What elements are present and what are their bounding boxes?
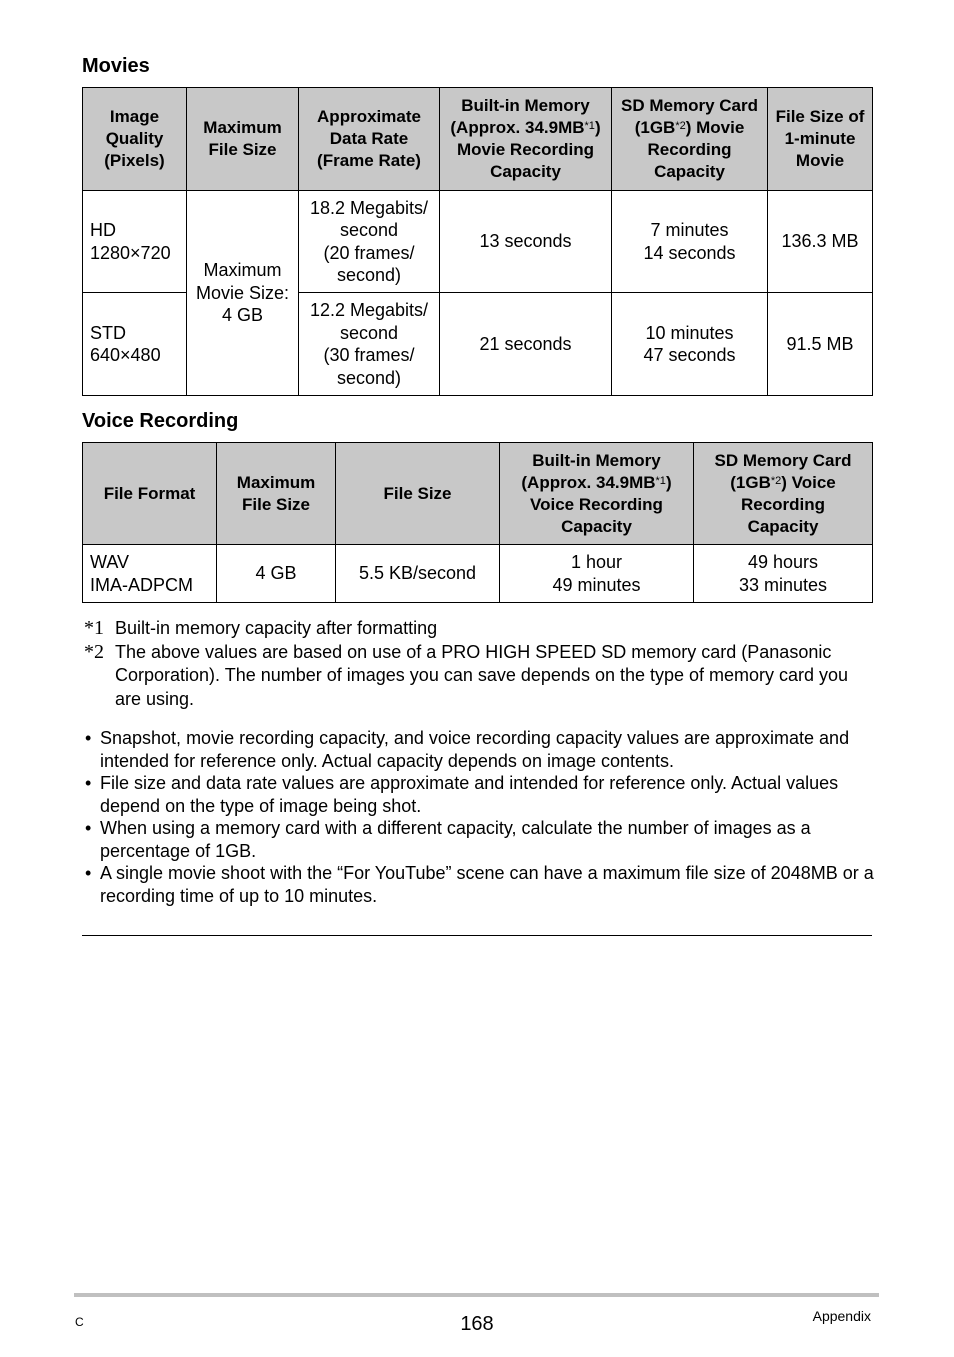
sd-capacity-cell: 10 minutes 47 seconds [612,293,768,396]
footer-bar [74,1293,879,1297]
movies-table [82,87,873,396]
movies-section-title: Movies [82,55,150,77]
movies-header-cell: SD Memory Card (1GB$^{*2}$) Movie Recording Capacity [612,88,768,191]
bullet-icon: • [85,773,92,793]
footnote-item [84,617,874,641]
list-item: • File size and data rate values are approximate and intended for reference only. Actual values depend on the type of image being shot. [85,773,839,816]
page-number: 168 [460,1313,494,1335]
builtin-capacity-cell: 1 hour 49 minutes [500,545,694,603]
data-rate-cell: 12.2 Megabits/ second (30 frames/ second) [299,293,440,396]
footnote-ref: *2 [675,120,686,132]
list-item: • Snapshot, movie recording capacity, and voice recording capacity values are approximate and intended for reference only. Actual capacity depends on image contents. [85,728,850,771]
footnote-text: Built-in memory capacity after formatting [115,618,438,638]
movies-header-cell: Built-in Memory (Approx. 34.9MB$^{*1}$) Movie Recording Capacity [440,88,612,191]
image-quality-cell: STD 640×480 [83,293,187,396]
footnote-ref: *1 [655,474,666,487]
max-file-size-cell: Maximum Movie Size: 4 GB [187,191,299,396]
notes-list [84,727,874,907]
image-quality-cell: HD 1280×720 [83,191,187,293]
data-rate-cell: 18.2 Megabits/ second (20 frames/ second) [299,191,440,293]
movies-header-cell: File Size of 1-minute Movie [768,88,873,191]
section-divider [82,935,872,936]
movies-header-cell: Maximum File Size [187,88,299,191]
voice-header-cell: File Format [83,443,217,545]
builtin-capacity-cell: 13 seconds [440,191,612,293]
footnotes [84,617,874,711]
sd-capacity-cell: 7 minutes 14 seconds [612,191,768,293]
footnote-text: The above values are based on use of a PRO HIGH SPEED SD memory card (Panasonic Corporation). The number of images you can save depends on the type of memory card you are using. [115,641,849,709]
footnote-ref: *1 [584,120,595,132]
list-item: • When using a memory card with a different capacity, calculate the number of images as a percentage of 1GB. [85,818,811,861]
file-size-cell: 5.5 KB/second [336,545,500,603]
table-row [83,191,873,293]
builtin-capacity-cell: 21 seconds [440,293,612,396]
footnote-item [84,641,874,712]
bullet-icon: • [85,728,92,748]
footnote-ref: *2 [770,474,782,487]
sd-capacity-cell: 49 hours 33 minutes [694,545,873,603]
voice-header-cell: File Size [336,443,500,545]
voice-section-title: Voice Recording [82,410,239,432]
footnote-mark: *2 [84,640,104,663]
movies-header-cell: Image Quality (Pixels) [83,88,187,191]
voice-header-cell: Maximum File Size [217,443,336,545]
footer-section-name: Appendix [812,1308,871,1324]
movies-header-row [83,88,873,191]
max-file-size-cell: 4 GB [217,545,336,603]
voice-header-cell: Built-in Memory (Approx. 34.9MB$^{*1}$) Voice Recording Capacity [500,443,694,545]
movies-header-cell: Approximate Data Rate (Frame Rate) [299,88,440,191]
file-size-cell: 91.5 MB [768,293,873,396]
voice-header-cell: SD Memory Card (1GB$^{*2}$) Voice Recording Capacity [694,443,873,545]
table-row [83,545,873,603]
file-format-cell: WAV IMA-ADPCM [83,545,217,603]
voice-table [82,442,873,603]
footnote-mark: *1 [84,617,104,639]
bullet-icon: • [85,863,92,883]
footer-language-code: C [75,1315,84,1329]
bullet-icon: • [85,818,92,838]
voice-header-row [83,443,873,545]
list-item: • A single movie shoot with the “For YouTube” scene can have a maximum file size of 2048MB or a recording time of up to 10 minutes. [85,863,874,906]
file-size-cell: 136.3 MB [768,191,873,293]
